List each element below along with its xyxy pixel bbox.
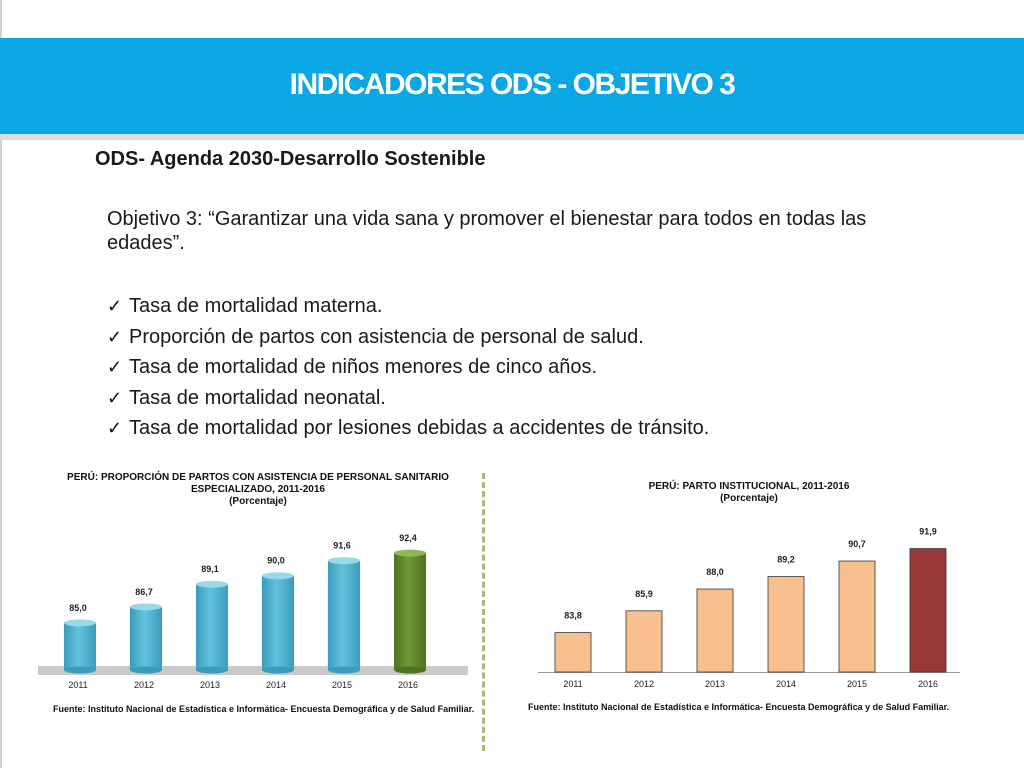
bar xyxy=(394,553,426,670)
bar-chart-svg xyxy=(38,468,478,703)
tick-label: 2013 xyxy=(199,680,221,690)
data-label: 89,1 xyxy=(201,564,219,575)
bar-top xyxy=(196,581,228,588)
list-item-label: Tasa de mortalidad materna. xyxy=(129,295,383,317)
checkmark-icon: ✓ xyxy=(107,418,123,438)
tick-label: 2011 xyxy=(68,680,88,690)
data-label: 86,7 xyxy=(135,586,153,597)
tick-label: 2012 xyxy=(633,679,655,689)
list-item-label: Proporción de partos con asistencia de personal de salud. xyxy=(129,325,644,348)
tick-label: 2016 xyxy=(397,680,419,690)
bar-base xyxy=(196,667,228,674)
data-label: 90,7 xyxy=(848,539,866,550)
indicator-list xyxy=(107,291,709,444)
tick-label: 2015 xyxy=(331,680,353,690)
list-item-label: Tasa de mortalidad por lesiones debidas a accidentes de tránsito. xyxy=(129,417,710,439)
list-item xyxy=(107,352,709,383)
data-label: 91,6 xyxy=(333,540,351,551)
bar xyxy=(697,589,733,672)
bar xyxy=(839,561,875,672)
bar-top xyxy=(64,619,96,626)
bar-base xyxy=(394,667,426,674)
data-label: 92,4 xyxy=(399,533,417,544)
tick-label: 2013 xyxy=(704,679,726,689)
bar-base xyxy=(262,667,294,674)
bar-top xyxy=(394,550,426,557)
checkmark-icon: ✓ xyxy=(107,387,123,408)
list-item-label: Tasa de mortalidad de niños menores de cinco años. xyxy=(129,356,598,378)
list-item-label: Tasa de mortalidad neonatal. xyxy=(129,386,386,409)
objective-text: Objetivo 3: “Garantizar una vida sana y promover el bienestar para todos en todas las edades”. xyxy=(107,208,867,254)
tick-label: 2015 xyxy=(846,679,868,689)
checkmark-icon: ✓ xyxy=(107,296,123,316)
bar xyxy=(196,584,228,670)
bar-chart-svg xyxy=(524,476,974,701)
bar xyxy=(626,611,662,672)
tick-label: 2016 xyxy=(917,679,939,689)
list-item xyxy=(107,383,709,414)
bar xyxy=(328,561,360,670)
bar-base xyxy=(64,667,96,674)
tick-label: 2014 xyxy=(775,679,797,689)
list-item xyxy=(107,322,709,353)
data-label: 91,9 xyxy=(919,526,937,537)
chart-source: Fuente: Instituto Nacional de Estadística e Informática- Encuesta Demográfica y de Salud Familiar. xyxy=(53,704,475,714)
bar-top xyxy=(328,557,360,564)
checkmark-icon: ✓ xyxy=(107,326,123,347)
header-banner xyxy=(0,38,1024,140)
chart-source: Fuente: Instituto Nacional de Estadística e Informática- Encuesta Demográfica y de Salud Familiar. xyxy=(528,702,950,712)
data-label: 83,8 xyxy=(564,610,582,621)
bar xyxy=(555,633,591,672)
chart-title-text: PERÚ: PARTO INSTITUCIONAL, 2011-2016 xyxy=(648,481,850,492)
list-item xyxy=(107,291,709,322)
chart-title-text: PERÚ: PROPORCIÓN DE PARTOS CON ASISTENCIA DE PERSONAL SANITARIO ESPECIALIZADO, 2011-2016 xyxy=(67,472,449,495)
data-label: 88,0 xyxy=(706,567,724,578)
chart-divider xyxy=(482,473,485,751)
bar xyxy=(262,576,294,670)
bar xyxy=(130,607,162,670)
data-label: 90,0 xyxy=(267,555,285,566)
bar xyxy=(64,623,96,670)
chart-skilled-birth-attendance xyxy=(38,468,478,738)
page-title: INDICADORES ODS - OBJETIVO 3 xyxy=(289,68,735,101)
checkmark-icon: ✓ xyxy=(107,357,123,377)
data-label: 85,0 xyxy=(69,602,87,613)
bar xyxy=(910,549,946,672)
bar-base xyxy=(130,667,162,674)
tick-label: 2012 xyxy=(133,680,155,690)
data-label: 89,2 xyxy=(777,554,795,565)
bar-top xyxy=(262,572,294,579)
tick-label: 2011 xyxy=(563,679,583,689)
section-subtitle: ODS- Agenda 2030-Desarrollo Sostenible xyxy=(95,148,486,170)
tick-label: 2014 xyxy=(265,680,287,690)
data-label: 85,9 xyxy=(635,588,653,599)
bar-base xyxy=(328,667,360,674)
chart-subtitle: (Porcentaje) xyxy=(720,493,778,504)
chart-subtitle: (Porcentaje) xyxy=(229,496,287,507)
bar-top xyxy=(130,603,162,610)
list-item xyxy=(107,413,709,444)
chart-institutional-birth xyxy=(524,476,974,738)
bar xyxy=(768,577,804,672)
